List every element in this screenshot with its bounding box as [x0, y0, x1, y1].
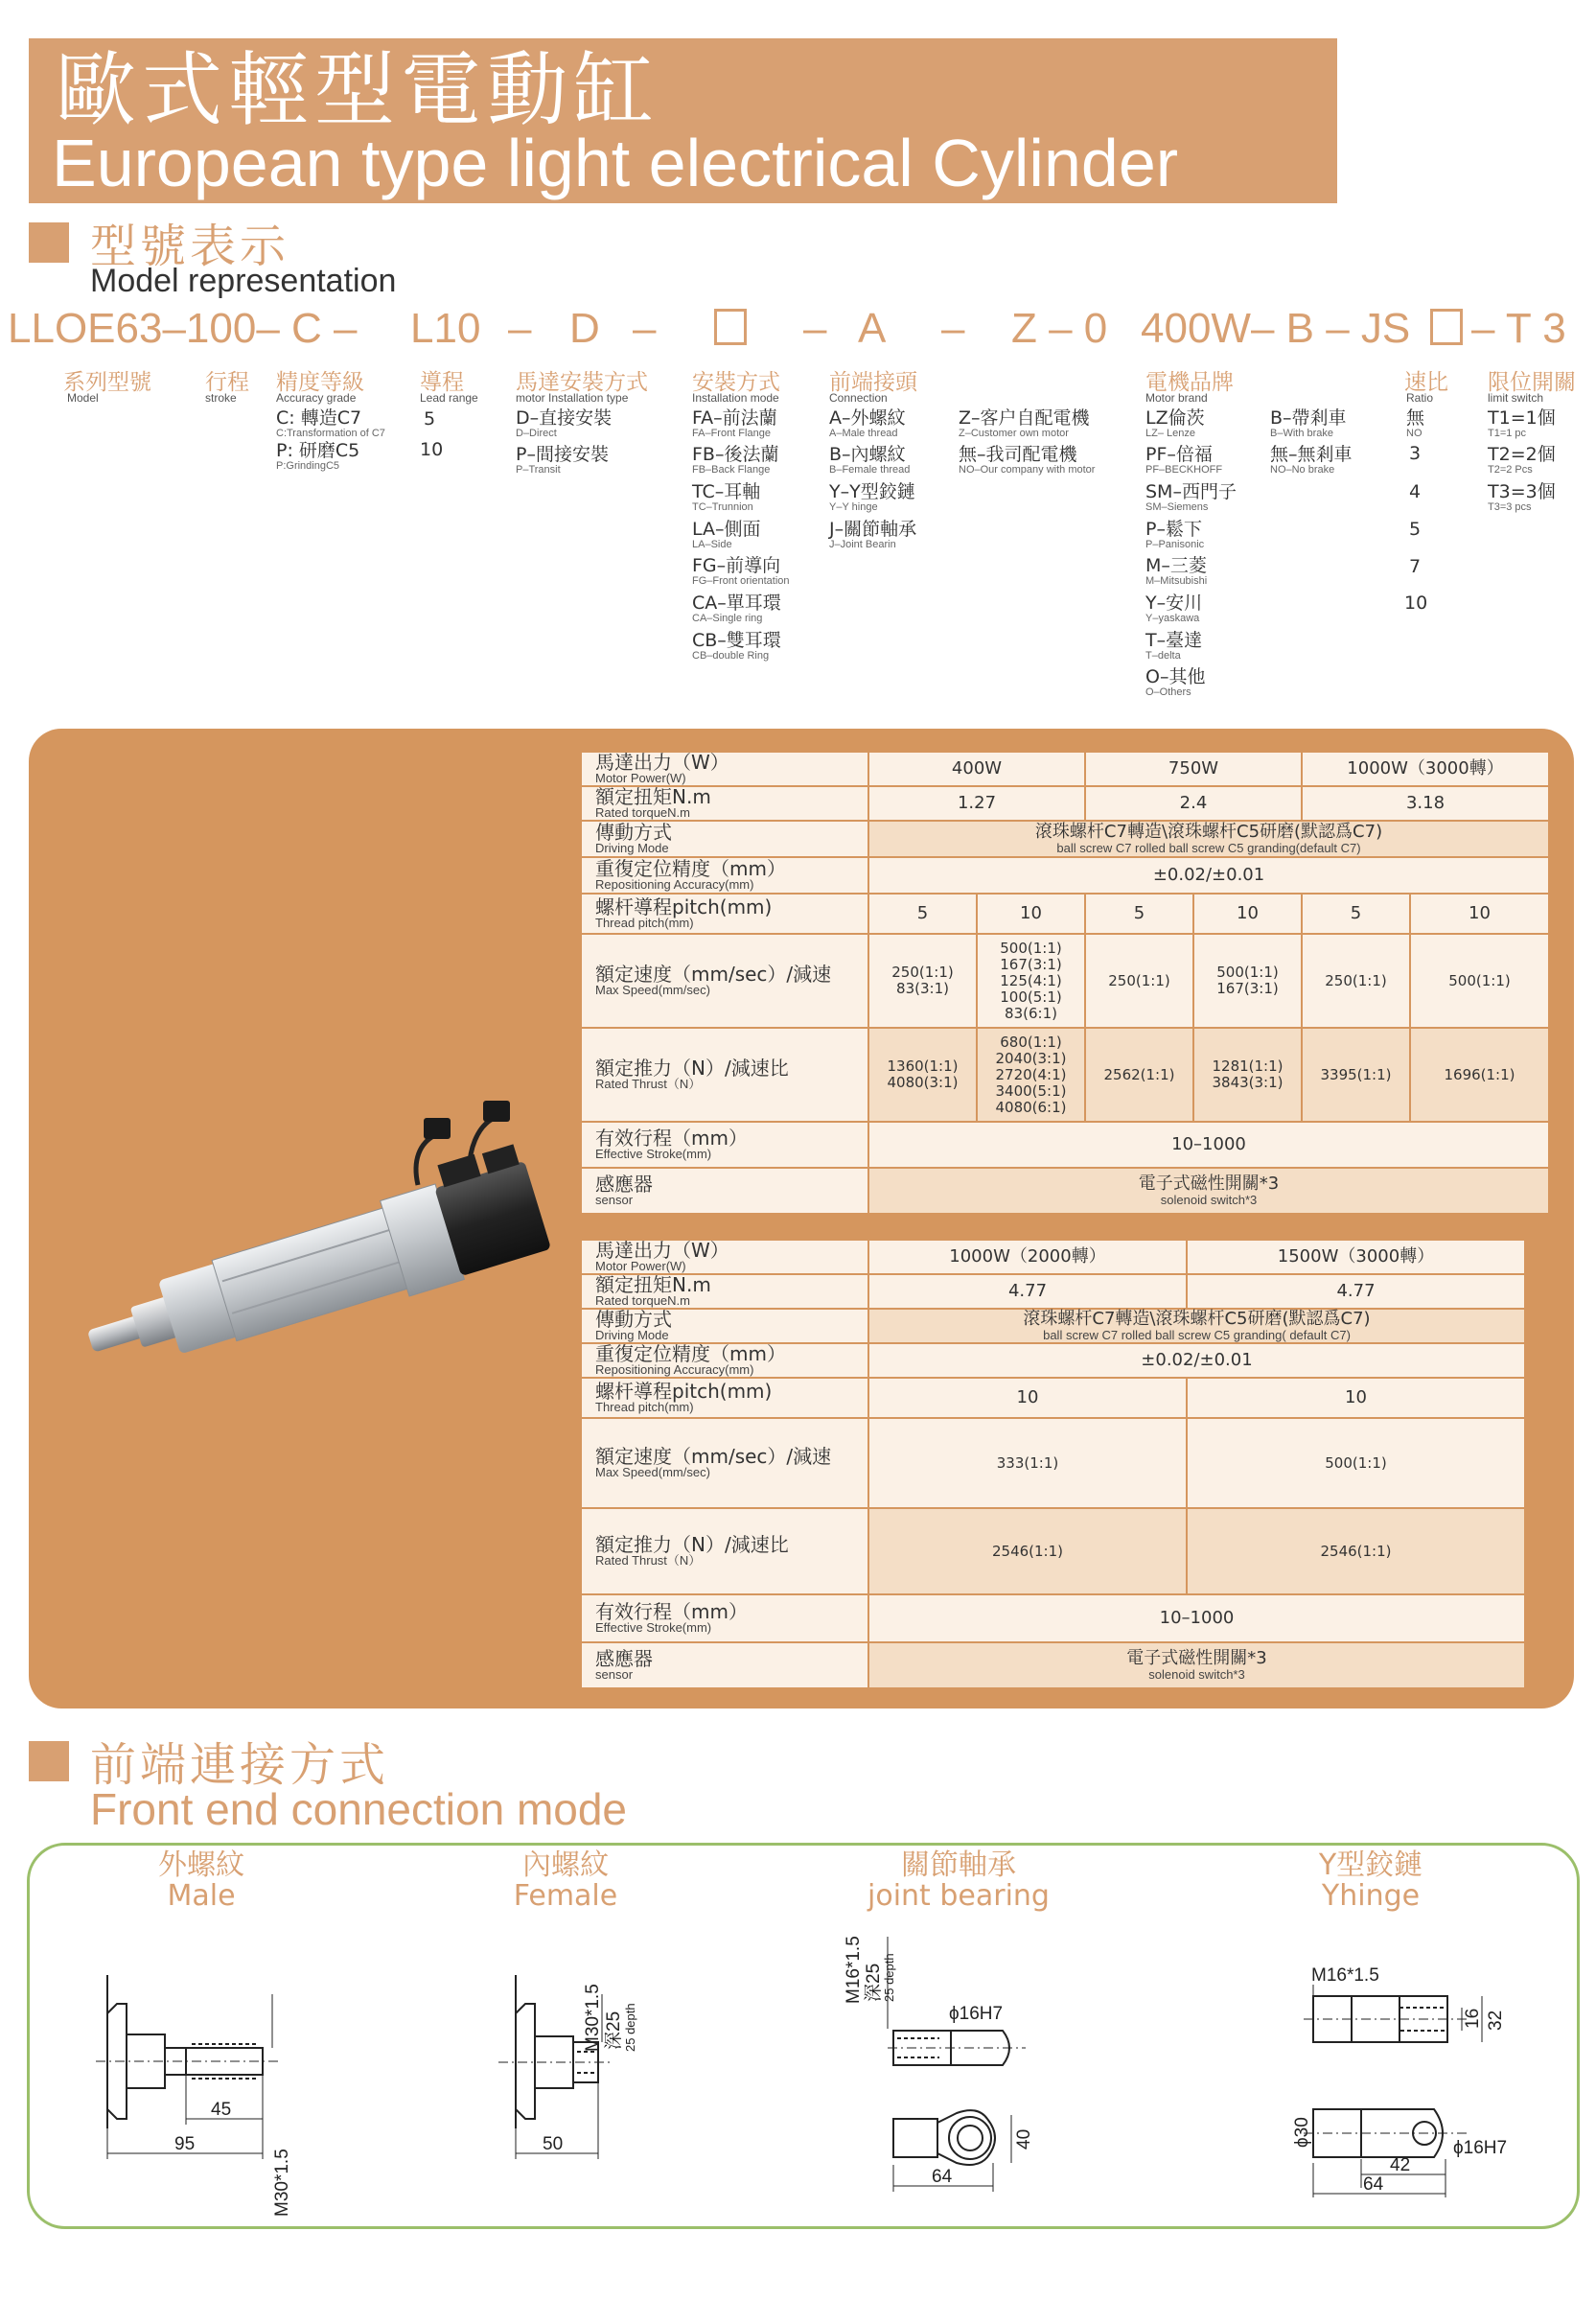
- front-section-title-en: Front end connection mode: [90, 1784, 628, 1834]
- drive-cell: 滾珠螺杆C7轉造\滾珠螺杆C5研磨(默認爲C7) ball screw C7 rolled ball screw C5 granding(default C7): [868, 821, 1549, 857]
- col-series: 系列型號: [63, 370, 151, 395]
- col-mounting: 安裝方式: [692, 370, 780, 395]
- connection-option: J–關節軸承 J–Joint Bearin: [829, 519, 917, 550]
- col-connection-en: Connection: [829, 391, 888, 405]
- power-cell: 1500W（3000轉）: [1187, 1240, 1525, 1274]
- table-row: [581, 1343, 1525, 1378]
- ratio-value: 7: [1409, 556, 1422, 577]
- table-row: [581, 1594, 1525, 1642]
- row-label-power: 馬達出力（W） Motor Power(W): [581, 1240, 868, 1274]
- table-row: [581, 1274, 1525, 1309]
- stroke-cell: 10–1000: [868, 1594, 1525, 1642]
- code-mounting-box: [714, 309, 747, 345]
- ratio-value: 10: [1404, 593, 1428, 614]
- thrust-cell: 2546(1:1): [1187, 1508, 1525, 1594]
- dim-height-16: 16: [1463, 2008, 1483, 2029]
- ratio-none: 無 NO: [1406, 407, 1425, 439]
- speed-cell: 500(1:1) 167(3:1) 125(4:1) 100(5:1) 83(6:1): [977, 934, 1085, 1028]
- title-zh: 歐式輕型電動缸: [56, 43, 660, 137]
- col-limit: 限位開關: [1488, 370, 1576, 395]
- motor-brand-option: LZ倫茨 LZ– Lenze: [1145, 407, 1205, 439]
- pitch-cell: 5: [1085, 894, 1193, 934]
- col-lead-en: Lead range: [420, 391, 478, 405]
- repeat-cell: ±0.02/±0.01: [868, 1343, 1525, 1378]
- mounting-option: CA–單耳環 CA–Single ring: [692, 593, 781, 624]
- dim-height-32: 32: [1486, 2010, 1506, 2031]
- motor-brand-option: T–臺達 T–delta: [1145, 630, 1203, 662]
- connection-option: B–內螺紋 B–Female thread: [829, 444, 911, 476]
- drive-cell: 滾珠螺杆C7轉造\滾珠螺杆C5研磨(默認爲C7) ball screw C7 rolled ball screw C5 granding( default C7): [868, 1309, 1525, 1343]
- speed-cell: 500(1:1): [1187, 1418, 1525, 1508]
- col-limit-en: limit switch: [1488, 391, 1544, 405]
- dim-width-64: 64: [932, 2167, 953, 2187]
- motor-brand-option: O–其他 O–Others: [1145, 666, 1206, 698]
- model-section-title-en: Model representation: [90, 263, 397, 299]
- ratio-value: 3: [1409, 443, 1422, 464]
- table-row: [581, 1028, 1549, 1122]
- col-motor-brand-en: Motor brand: [1145, 391, 1208, 405]
- dim-length-45: 45: [211, 2100, 232, 2120]
- limit-option: T3=3個 T3=3 pcs: [1488, 481, 1556, 513]
- lead-value: 10: [420, 439, 444, 460]
- col-series-en: Model: [67, 391, 99, 405]
- dim-depth-zh: 深25: [864, 1963, 884, 2002]
- code-ratio-box: [1430, 309, 1463, 345]
- power-cell: 750W: [1085, 752, 1302, 786]
- female-thread-drawing: [470, 1956, 700, 2176]
- model-section-title-zh: 型號表示: [90, 220, 290, 273]
- mounting-option: TC–耳軸 TC–Trunnion: [692, 481, 761, 513]
- ratio-value: 5: [1409, 519, 1422, 540]
- col-stroke-en: stroke: [205, 391, 237, 405]
- code-lead: L10: [410, 305, 481, 352]
- row-label-speed: 額定速度（mm/sec）/減速 Max Speed(mm/sec): [581, 1418, 868, 1508]
- dim-length-50: 50: [543, 2134, 564, 2154]
- limit-option: T2=2個 T2=2 Pcs: [1488, 444, 1556, 476]
- col-motor-brand: 電機品牌: [1145, 370, 1234, 395]
- electric-cylinder-illustration: [56, 1093, 554, 1381]
- thrust-cell: 1281(1:1) 3843(3:1): [1193, 1028, 1302, 1122]
- motor-brand-option: Y–安川 Y–yaskawa: [1145, 593, 1203, 624]
- dim-depth-zh: 深25: [604, 2010, 624, 2050]
- col-ratio: 速比: [1404, 370, 1448, 395]
- dim-width-64: 64: [1363, 2174, 1384, 2195]
- motor-source-option: Z–客户自配電機 Z–Customer own motor: [959, 407, 1090, 439]
- mounting-option: CB–雙耳環 CB–double Ring: [692, 630, 781, 662]
- dim-hole: ϕ16H7: [1453, 2138, 1508, 2158]
- front-section-title-zh: 前端連接方式: [90, 1738, 390, 1792]
- table-row: [581, 1508, 1525, 1594]
- mode-title-male: 外螺紋 Male: [158, 1848, 244, 1913]
- brake-option: B–帶剎車 B–With brake: [1270, 407, 1347, 439]
- table-row: [581, 1418, 1525, 1508]
- torque-cell: 4.77: [1187, 1274, 1525, 1309]
- row-label-thrust: 額定推力（N）/減速比 Rated Thrust（N）: [581, 1508, 868, 1594]
- joint-bearing-drawing: [834, 1927, 1054, 2205]
- code-series: LLOE63–100– C –: [8, 305, 358, 352]
- row-label-stroke: 有效行程（mm） Effective Stroke(mm): [581, 1594, 868, 1642]
- row-label-pitch: 螺杆導程pitch(mm) Thread pitch(mm): [581, 1378, 868, 1418]
- motor-brand-option: SM–西門子 SM–Siemens: [1145, 481, 1237, 513]
- code-dash: –: [803, 305, 827, 352]
- thrust-cell: 2562(1:1): [1085, 1028, 1193, 1122]
- table-row: [581, 1309, 1525, 1343]
- pitch-cell: 10: [977, 894, 1085, 934]
- section-marker: [29, 1741, 69, 1781]
- pitch-cell: 5: [1302, 894, 1410, 934]
- col-accuracy-en: Accuracy grade: [276, 391, 357, 405]
- code-connection: A: [858, 305, 887, 352]
- mode-title-female: 內螺紋 Female: [513, 1848, 618, 1913]
- power-cell: 400W: [868, 752, 1085, 786]
- lead-value: 5: [424, 408, 436, 430]
- dim-thread: M30*1.5: [272, 2149, 292, 2217]
- dim-thread: M30*1.5: [583, 1984, 603, 2052]
- motor-install-option: D–直接安裝 D–Direct: [516, 407, 613, 439]
- row-label-sensor: 感應器 sensor: [581, 1642, 868, 1688]
- ratio-value: 4: [1409, 481, 1422, 502]
- connection-option: Y–Y型鉸鏈 Y–Y hinge: [829, 481, 915, 513]
- table-row: [581, 934, 1549, 1028]
- dim-hole: ϕ16H7: [949, 2004, 1004, 2024]
- mounting-option: FG–前導向 FG–Front orientation: [692, 555, 790, 587]
- table-row: [581, 752, 1549, 786]
- speed-cell: 500(1:1): [1410, 934, 1549, 1028]
- row-label-repeat: 重復定位精度（mm） Repositioning Accuracy(mm): [581, 857, 868, 894]
- dim-dia-30: ϕ30: [1292, 2117, 1312, 2148]
- row-label-torque: 額定扭矩N.m Rated torqueN.m: [581, 1274, 868, 1309]
- table-row: [581, 1240, 1525, 1274]
- limit-option: T1=1個 T1=1 pc: [1488, 407, 1556, 439]
- code-motor-install: D: [569, 305, 600, 352]
- connection-option: A–外螺紋 A–Male thread: [829, 407, 906, 439]
- title-en: European type light electrical Cylinder: [52, 126, 1179, 200]
- torque-cell: 3.18: [1302, 786, 1549, 821]
- col-motor-install-en: motor Installation type: [516, 391, 629, 405]
- table-row: [581, 1168, 1549, 1214]
- dim-height-40: 40: [1014, 2128, 1034, 2150]
- repeat-cell: ±0.02/±0.01: [868, 857, 1549, 894]
- mounting-option: FA–前法蘭 FA–Front Flange: [692, 407, 777, 439]
- dim-thread: M16*1.5: [844, 1936, 864, 2004]
- pitch-cell: 10: [1410, 894, 1549, 934]
- table-row: [581, 1642, 1525, 1688]
- motor-brand-option: M–三菱 M–Mitsubishi: [1145, 555, 1208, 587]
- table-row: [581, 857, 1549, 894]
- thrust-cell: 1360(1:1) 4080(3:1): [868, 1028, 977, 1122]
- row-label-speed: 額定速度（mm/sec）/減速 Max Speed(mm/sec): [581, 934, 868, 1028]
- table-row: [581, 821, 1549, 857]
- mode-title-y-hinge: Y型鉸鏈 Yhinge: [1318, 1848, 1423, 1913]
- col-connection: 前端接頭: [829, 370, 917, 395]
- thrust-cell: 2546(1:1): [868, 1508, 1187, 1594]
- speed-cell: 333(1:1): [868, 1418, 1187, 1508]
- motor-install-option: P–間接安裝 P–Transit: [516, 444, 609, 476]
- sensor-cell: 電子式磁性開關*3 solenoid switch*3: [868, 1642, 1525, 1688]
- y-hinge-drawing: [1256, 1937, 1534, 2205]
- row-label-drive: 傳動方式 Driving Mode: [581, 821, 868, 857]
- table-row: [581, 894, 1549, 934]
- col-stroke: 行程: [205, 370, 249, 395]
- mounting-option: LA–側面 LA–Side: [692, 519, 761, 550]
- dim-length-95: 95: [174, 2134, 196, 2154]
- col-mounting-en: Installation mode: [692, 391, 779, 405]
- brake-option: 無–無剎車 NO–No brake: [1270, 444, 1353, 476]
- code-dash: –: [508, 305, 532, 352]
- thrust-cell: 3395(1:1): [1302, 1028, 1410, 1122]
- male-thread-drawing: [96, 1956, 335, 2217]
- code-motor-source: Z – 0: [1011, 305, 1108, 352]
- col-ratio-en: Ratio: [1406, 391, 1434, 405]
- dim-depth-en: 25 depth: [882, 1953, 896, 2002]
- code-limit: – T 3: [1471, 305, 1566, 352]
- pitch-cell: 10: [1187, 1378, 1525, 1418]
- row-label-sensor: 感應器 sensor: [581, 1168, 868, 1214]
- col-accuracy: 精度等級: [276, 370, 364, 395]
- motor-brand-option: P–鬆下 P–Panisonic: [1145, 519, 1205, 550]
- thrust-cell: 1696(1:1): [1410, 1028, 1549, 1122]
- speed-cell: 500(1:1) 167(3:1): [1193, 934, 1302, 1028]
- row-label-torque: 額定扭矩N.m Rated torqueN.m: [581, 786, 868, 821]
- dim-thread: M16*1.5: [1311, 1965, 1379, 1986]
- mode-title-joint-bearing: 關節軸承 joint bearing: [867, 1848, 1050, 1913]
- code-dash: –: [633, 305, 657, 352]
- row-label-stroke: 有效行程（mm） Effective Stroke(mm): [581, 1122, 868, 1168]
- pitch-cell: 5: [868, 894, 977, 934]
- motor-source-option: 無–我司配電機 NO–Our company with motor: [959, 444, 1096, 476]
- power-cell: 1000W（2000轉）: [868, 1240, 1187, 1274]
- title-banner: [29, 38, 1337, 203]
- col-lead: 導程: [420, 370, 464, 395]
- row-label-power: 馬達出力（W） Motor Power(W): [581, 752, 868, 786]
- sensor-cell: 電子式磁性開關*3 solenoid switch*3: [868, 1168, 1549, 1214]
- row-label-pitch: 螺杆導程pitch(mm) Thread pitch(mm): [581, 894, 868, 934]
- row-label-repeat: 重復定位精度（mm） Repositioning Accuracy(mm): [581, 1343, 868, 1378]
- mounting-option: FB–後法蘭 FB–Back Flange: [692, 444, 779, 476]
- code-motor-brake: 400W– B – JS: [1141, 305, 1411, 352]
- dim-depth-en: 25 depth: [623, 2003, 637, 2052]
- pitch-cell: 10: [868, 1378, 1187, 1418]
- code-dash: –: [941, 305, 965, 352]
- row-label-drive: 傳動方式 Driving Mode: [581, 1309, 868, 1343]
- table-row: [581, 786, 1549, 821]
- table-row: [581, 1122, 1549, 1168]
- accuracy-option-p: P: 研磨C5 P:GrindingC5: [276, 440, 360, 472]
- spec-table-1: [580, 751, 1550, 1215]
- row-label-thrust: 額定推力（N）/減速比 Rated Thrust（N）: [581, 1028, 868, 1122]
- dim-width-42: 42: [1390, 2155, 1411, 2175]
- table-row: [581, 1378, 1525, 1418]
- spec-table-2: [580, 1239, 1526, 1689]
- thrust-cell: 680(1:1) 2040(3:1) 2720(4:1) 3400(5:1) 4080(6:1): [977, 1028, 1085, 1122]
- torque-cell: 4.77: [868, 1274, 1187, 1309]
- pitch-cell: 10: [1193, 894, 1302, 934]
- motor-brand-option: PF–倍福 PF–BECKHOFF: [1145, 444, 1223, 476]
- section-marker: [29, 222, 69, 263]
- speed-cell: 250(1:1): [1302, 934, 1410, 1028]
- accuracy-option-c: C: 轉造C7 C:Transformation of C7: [276, 407, 385, 439]
- stroke-cell: 10–1000: [868, 1122, 1549, 1168]
- col-motor-install: 馬達安裝方式: [516, 370, 648, 395]
- torque-cell: 2.4: [1085, 786, 1302, 821]
- speed-cell: 250(1:1) 83(3:1): [868, 934, 977, 1028]
- speed-cell: 250(1:1): [1085, 934, 1193, 1028]
- power-cell: 1000W（3000轉）: [1302, 752, 1549, 786]
- torque-cell: 1.27: [868, 786, 1085, 821]
